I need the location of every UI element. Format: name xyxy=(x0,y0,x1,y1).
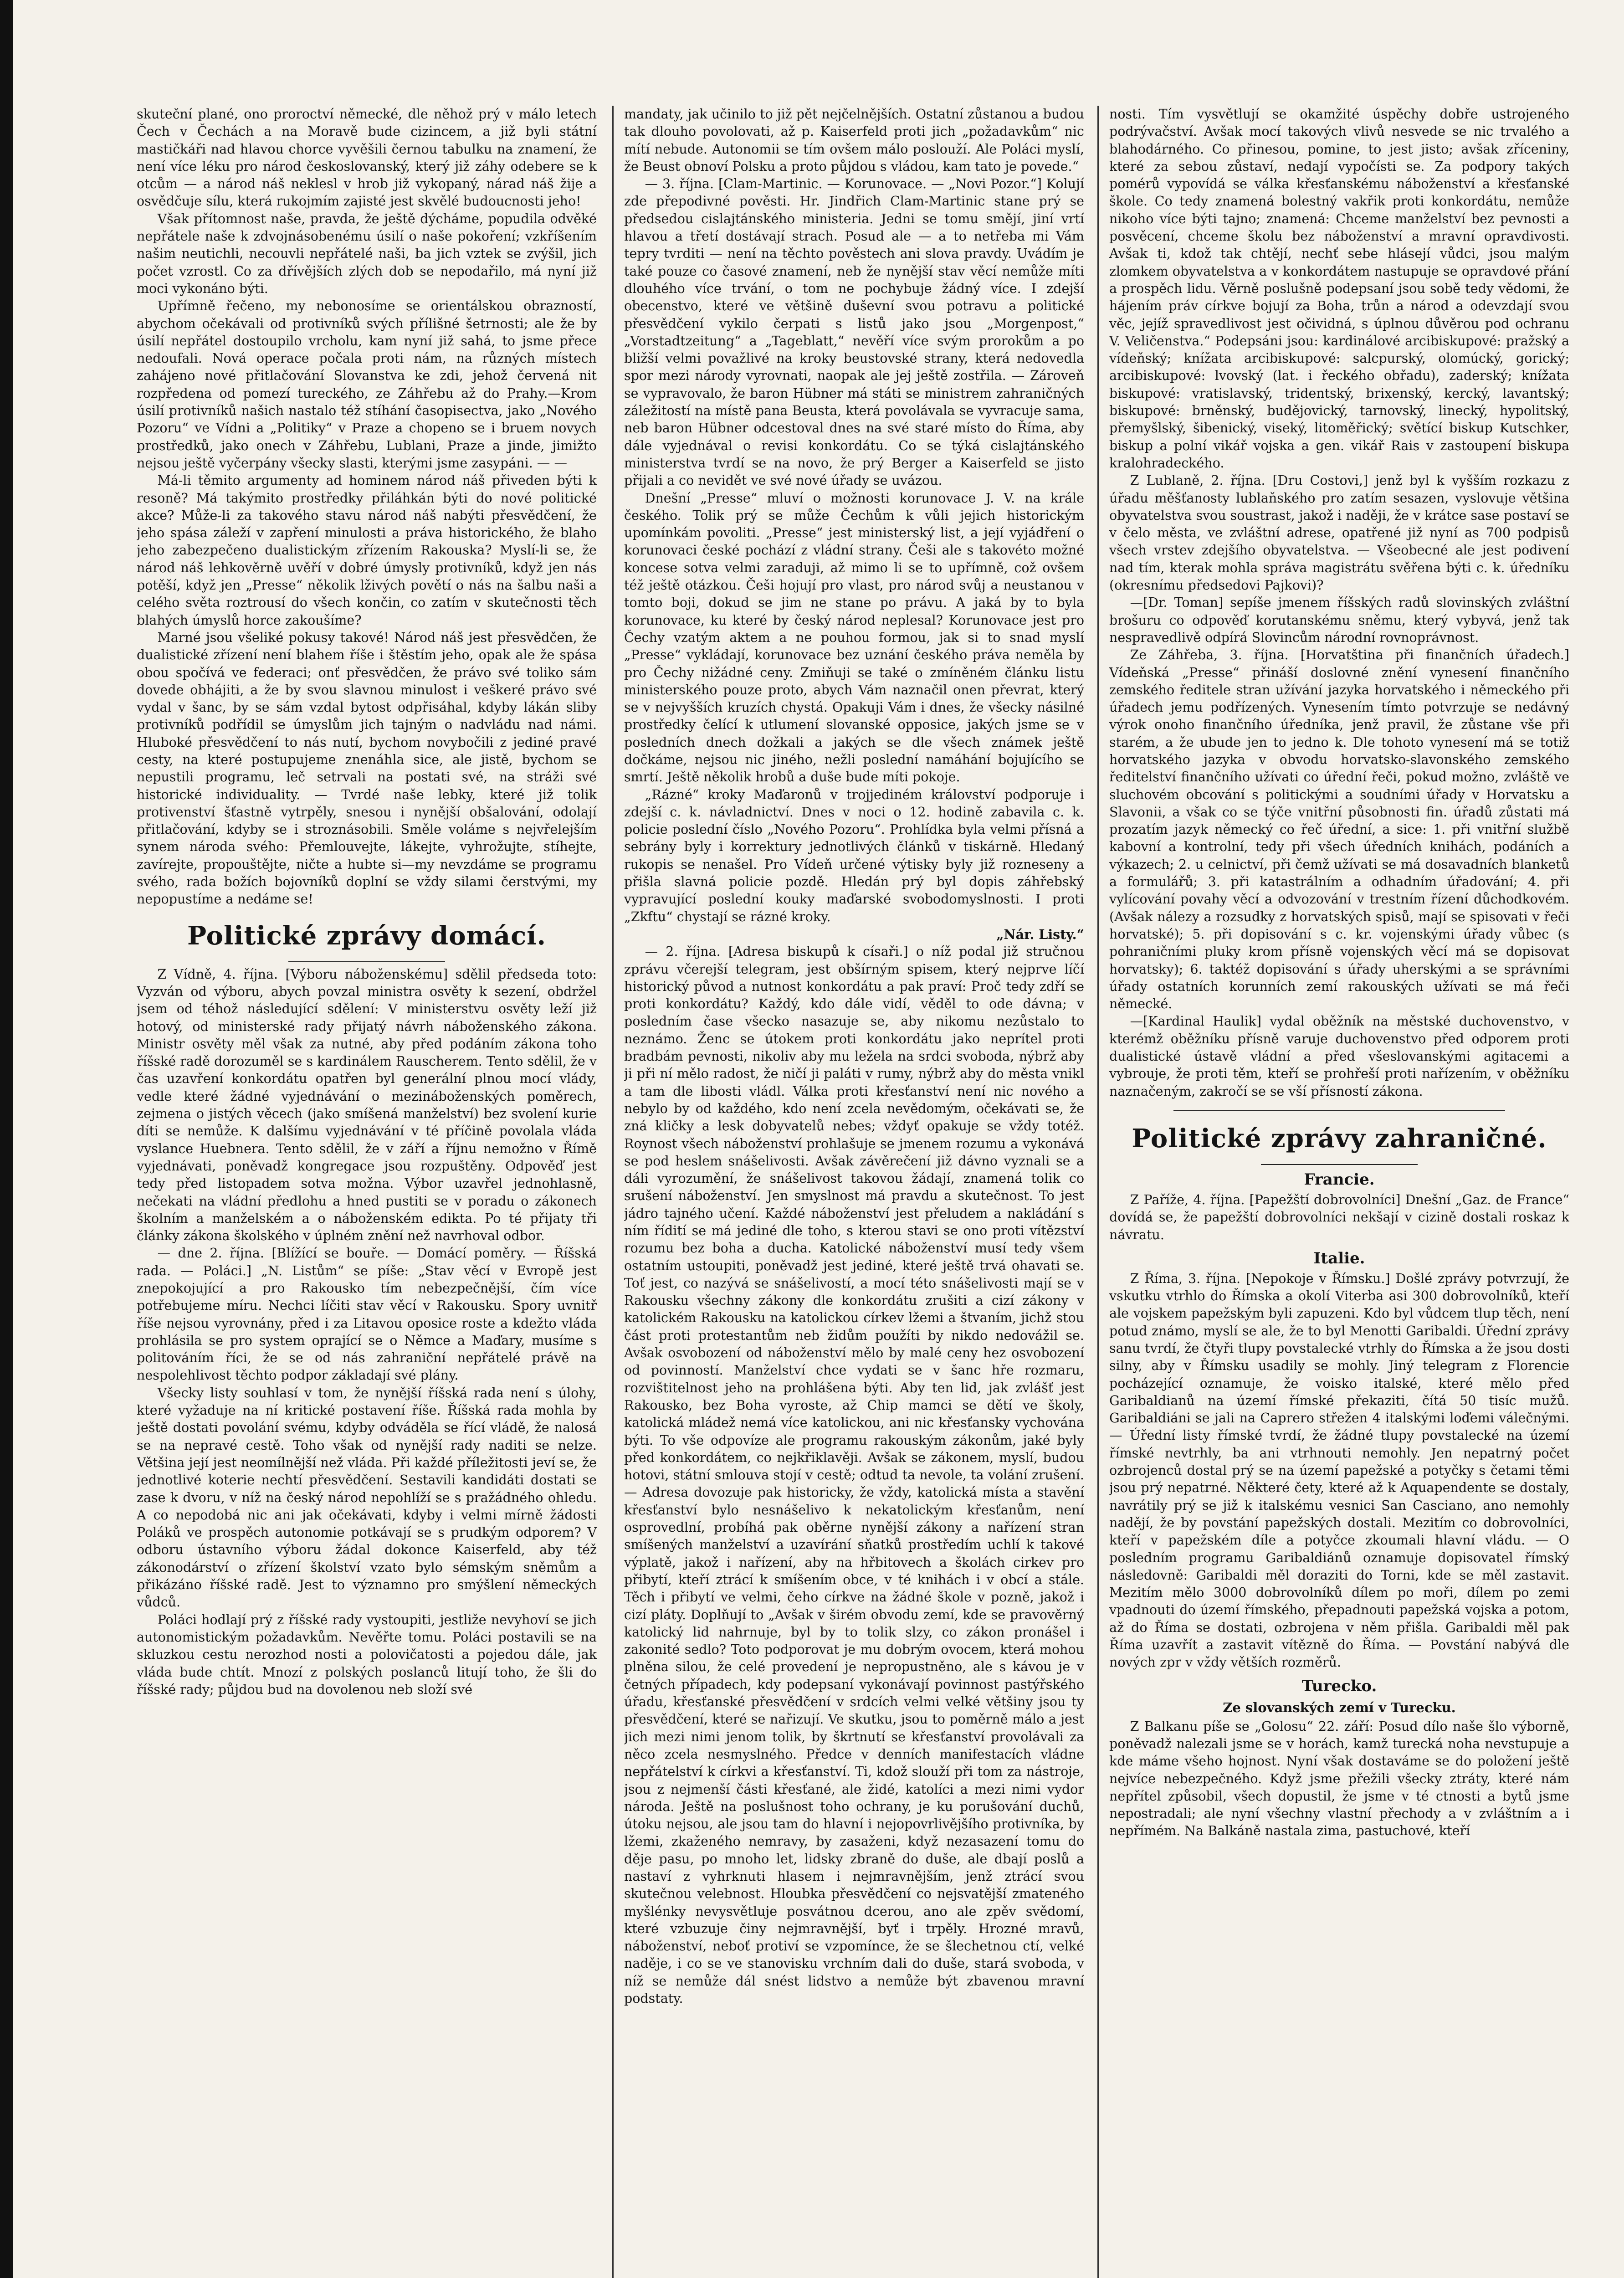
article-paragraph: mandaty, jak učinilo to již pět nejčelnějších. Ostatní zůstanou a budou tak dlouho povolovati, až p. Kaiserfeld proti jich „požadavkům“ nic mítí nebude. Autonomii se tím ovšem málo poslouží. Ale Poláci myslí, že Beust obnoví Polsku a proto půjdou s vládou, kam tato je povede.“ xyxy=(624,107,1084,174)
column-left xyxy=(137,106,597,2278)
country-heading: Francie. xyxy=(1304,1170,1375,1189)
article-paragraph: „Rázné“ kroky Maďaronů v trojjediném království podporuje i zdejší c. k. návladnictví. Dnes v noci o 12. hodině zabavila c. k. policie poslední číslo „Nového Pozoru“. Prohlídka byla velmi přísná a sebrány byly i korrektury jednotlivých článků v tiskárně. Hledaný rukopis se nenašel. Pro Vídeň určené výtisky byly již rozneseny a přišla slavná policie pozdě. Hledán prý byl dopis záhřebský vypravující poslední kouky maďarské svobodomyslnosti. I proti „Zkftu“ chystají se rázné kroky. xyxy=(624,787,1084,924)
article-paragraph: — dne 2. října. [Blížící se bouře. — Domácí poměry. — Říšská rada. — Poláci.] „N. Listům“ se píše: „Stav věcí v Evropě jest znepokojující a pro Rakousko tím nebezpečnější, čím více potřebujeme míru. Nechci líčiti stav věcí v Rakousku. Spory uvnitř říše nejsou vyrovnány, před i za Litavou oposice roste a kdežto vláda prohlásila se pro system oprající se o Němce a Maďary, musíme s politováním říci, že se od nás zahraniční nepřátelé právě na nespolehlivost těchto podpor základají své plány. xyxy=(137,1246,597,1383)
article-paragraph: Marné jsou všeliké pokusy takové! Národ náš jest přesvědčen, že dualistické zřízení není blahem říše i štěstím jeho, opak ale že spása obou spočívá ve federaci; onť přesvědčen, že právo své toliko sám dovede obhájiti, a že by svou slavnou minulost i veškeré právo své vydal v šanc, by se sám vzdal bytost odpřisáhal, kdyby lákán sliby protivníků podřídil se úmyslům jich tajným o nadvládu nad námi. Hluboké přesvědčení to nás nutí, bychom novybočili z jediné pravé cesty, na které postupujeme znenáhla sice, ale jistě, bychom se nepustili programu, leč setrvali na postati své, na stráži své historické individuality. — Tvrdé naše lebky, které již tolik protivenství šťastně vytrpěly, snesou i nynější obšalování, odolají přitlačování, kdyby se i stroznásobili. Směle voláme s nejvřelejším synem národa svého: Přemlouvejte, lákejte, vyhrožujte, stíhejte, zavírejte, propouštějte, ničte a hubte si—my nevzdáme se programu svého, rada božích bojovníků doplní se vždy silami čerstvými, my nepopustíme a nedáme se! xyxy=(137,630,597,907)
region-heading: Ze slovanských zemí v Turecku. xyxy=(1223,1699,1456,1715)
article-paragraph: Z Lublaně, 2. října. [Dru Costovi,] jenž byl k vyšším rozkazu z úřadu měšťanosty lublaňského pro zatím sesazen, vyslovuje většina obyvatelstva svou soustrast, jakož i naději, že v krátce sase postaví se v čelo města, ve zvláštní adrese, opatřené již nyní as 700 podpisů všech vrstev zdejšího obyvatelstva. — Všeobecné ale jest podivení nad tím, kterak mohla správa magistrátu svěřena býti c. k. úředníku (okresnímu předsedovi Pajkovi)? xyxy=(1109,473,1569,593)
section-heading: Politické zprávy domácí. xyxy=(187,920,546,951)
heading-underline xyxy=(1261,1164,1417,1165)
country-heading: Italie. xyxy=(1313,1249,1365,1267)
article-paragraph: Má-li těmito argumenty ad hominem národ náš přiveden býti k resoně? Má takýmito prostředky přiláhkán býti do nové politické akce? Může-li za takového stavu národ náš nabýti přesvědčení, že jeho spása záleží v zapření minulosti a práva historického, že blaho jeho zabezpečeno dualistickým zřízením Rakouska? Myslí-li se, že národ náš lehkověrně uvěří v dobré úmysly protivníků, když jen nás potěší, když jen „Presse“ několik lživých povětí o nás na šalbu naši a celého světa roztrousí do všech končin, co zatím v skutečnosti těch blahých úmyslů horce zakoušíme? xyxy=(137,473,597,628)
article-paragraph: skuteční plané, ono proroctví německé, dle něhož prý v málo letech Čech v Čechách a na Moravě bude cizincem, a již byli státní mastičkáři nad hlavou chorce vyvěšili černou tabulku na znamení, že není více léku pro národ českoslovanský, který již záhy odebere se k otcům — a národ náš neklesl v hrob již vykopaný, nárad náš žije a osvědčuje sílu, která rukojmím zajisté jest skvělé budoucnosti jeho! xyxy=(137,107,597,209)
column-right xyxy=(1109,106,1569,2278)
article-paragraph: Z Vídně, 4. října. [Výboru náboženskému] sdělil předseda toto: Vyzván od výboru, abych povzal ministra osvěty k sezení, obdržel jsem od téhož následující sdělení: V ministerstvu osvěty leží již hotový, od ministerské rady přijatý návrh náboženského zákona. Ministr osvěty měl však za nutné, aby před podáním zákona toho říšské radě dorozuměl se s kardinálem Rauscherem. Tento sdělil, že v čas uzavření konkordátu opatřen byl generální plnou mocí vlády, vedle které žádné vyjednávání o mezináboženských poměrech, zejmena o jistých věcech (jako smíšená manželství) bez svolení kurie díti se nemůže. K dalšímu vyjednávání v té příčině povolala vláda vyslance Huebnera. Tento sdělil, že v září a říjnu nemožno v Římě vyjednávati, poněvadž kongregace jsou rozpuštěny. Odpověď jest tedy před listopadem sotva možna. Výbor uzavřel jednohlasně, nečekati na vládní předlohu a hned pustiti se v poradu o zákonech školním a manželském a o náboženském edikta. Po té přijaty tři články zákona školského v úplném znění než navrhoval odbor. xyxy=(137,966,597,1244)
article-paragraph: Upřímně řečeno, my nebonosíme se orientálskou obrazností, abychom očekávali od protivníků svých přílišné šetrnosti; ale že by úsilí nepřátel dostoupilo vrcholu, kam nyní již sahá, to jsme přece nedoufali. Nová operace počala proti nám, na různých místech zahájeno nové přitlačování Slovanstva ke zdi, jehož červená nit rozpředena od pomezí tureckého, ze Záhřebu až do Prahy.—Krom úsilí protivníků našich nastalo též stíhání časopisectva, jako „Nového Pozoru“ ve Vídni a „Politiky“ v Praze a chopeno se i bruem novych prostředků, jako onech v Záhřebu, Lublani, Praze a jinde, jimižto nejsou ještě vyčerpány všecky slasti, kterými jsme zasypáni. — — xyxy=(137,298,597,471)
article-paragraph: Z Paříže, 4. října. [Papežští dobrovolníci] Dnešní „Gaz. de France“ dovídá se, že papežští dobrovolníci nekšají v cizině dostali roskaz k návratu. xyxy=(1109,1192,1569,1242)
article-paragraph: Z Říma, 3. října. [Nepokoje v Římsku.] Došlé zprávy potvrzují, že vskutku vtrhlo do Římska a okolí Viterba asi 300 dobrovolníků, kteří ale vojskem papežským byli zapuzeni. Kdo byl vůdcem tlup těch, není potud známo, myslí se ale, že to byl Menotti Garibaldi. Úřední zprávy sanu tvrdí, že čtyři tlupy povstalecké vtrhly do Římska a že jsou dosti silny, aby v Římsku usadily se mohly. Jiný telegram z Florencie pocházející oznamuje, že voisko italské, které mělo před Garibaldianů na území římské překaziti, čítá 50 tisíc mužů. Garibaldiáni se jali na Caprero střežen 4 italskými loďemi válečnými. — Úřední listy římské tvrdí, že žádné tlupy povstalecké na území římské nevtrhly, ba ani vtrhnouti nemohly. Jen nepatrný počet ozbrojenců dostal prý se na území papežské a potyčky s četami těmi jsou prý nepatrné. Některé čety, které až k Aquapendente se dostaly, navrátily prý se již k italskému vesnici San Casciano, ano nemohly nadějí, že by povstání papežských dostali. Mezitím co dobrovolníci, kteří v papežském díle a potyčce zkoumali hlavní vládu. — O posledním programu Garibaldiánů oznamuje dopisovatel římský následovně: Garibaldi měl doraziti do Torni, kde se měl zastavit. Mezitím mělo 3000 dobrovolníků dílem po moři, dílem po zemi vpadnouti do území římského, přepadnouti papežská vojska a potom, až do Říma se dostati, ozbrojena v něm přišla. Garibaldi měl pak Říma uzavřít a zastavit vítězně do Říma. — Povstání nabývá dle nových zpr v vždy větších rozměrů. xyxy=(1109,1271,1569,1670)
column-rule xyxy=(612,106,614,2278)
article-paragraph: Však přítomnost naše, pravda, že ještě dýcháme, popudila odvěké nepřátele naše k zdvojnásobenému úsilí o naše pokoření; vzkříšením našim neutichli, necouvli nepřátelé naši, ba jich vztek se zvýšil, jich počet vzrostl. Co za dřívějších zlých dob se nepodařilo, má nyní již moci vykonáno býti. xyxy=(137,211,597,296)
section-divider xyxy=(1173,1110,1505,1111)
article-paragraph: Dnešní „Presse“ mluví o možnosti korunovace J. V. na krále českého. Tolik prý se může Čechům k vůli jejich historickým upomínkám povoliti. „Presse“ jest ministerský list, a její vyjádření o korunovaci české pochází z vládní strany. Češi ale s takovéto možné koncese sotva velmi zaraduji, až mimo li se to upřímně, což ovšem též ještě otázkou. Češi hojují pro vlast, pro národ svůj a neustanou v tomto boji, dokud se jim ne stane po právu. A jaká by to byla korunovace, ku které by český národ neplesal? Korunovace jest pro Čechy vzatým aktem a ne pouhou formou, jak si to snad myslí „Presse“ vykládají, korunovace bez uznání českého práva neměla by pro Čechy nižádné ceny. Zmiňuji se také o zmíněném článku listu ministerského pouze proto, abych Vám naznačil onen převrat, který se v nejvyšších kruzích chystá. Opakuji Vám i dnes, že všecky násilné prostředky čelící k utlumení slovanské opposice, jakých jsme se v posledních dnech dožkali a jakých se dle všech známek ještě dočkáme, nejsou nic jiného, nežli poslední namáhání bojujícího se smrtí. Ještě několik hrobů a duše bude míti pokoje. xyxy=(624,490,1084,785)
article-paragraph: Z Balkanu píše se „Golosu“ 22. září: Posud dílo naše šlo výborně, poněvadž nalezali jsme se v horách, kamž turecká noha nevstupuje a kde máme všeho hojnost. Nyní však dostaváme se do položení ještě nejvíce nebezpečného. Když jsme přežili všecky ztráty, které nám nepřítel způsobil, všech dopustil, že jsme v té ctnosti a bytů jsme nepostradali; ale nyní všechny vlastní přechody a v zvláštním a i nepřímém. Na Balkáně nastala zima, pastuchové, kteří xyxy=(1109,1719,1569,1839)
article-paragraph: —[Dr. Toman] sepíše jmenem říšských radů slovinských zvláštní brošuru co odpověď korutanskému sněmu, který vybyvá, jenž tak nespravedlivě odpírá Slovincům národní rovnoprávnost. xyxy=(1109,595,1569,645)
article-paragraph: Všecky listy souhlasí v tom, že nynější říšská rada není s úlohy, které vyžaduje na ní kritické postavení říše. Říšská rada mohla by ještě dostati povolání svému, kdyby odváděla se řící vládě, že nalosá se na nepravé cestě. Toho však od nynější rady naditi se nelze. Většina její jest neomílnější než vláda. Při každé příležitosti jeví se, že jednotlivé koterie nechtí přesvědčení. Sestavili kandidáti dostati se zase k dvoru, v níž na český národ nepohlíží se s pražádného ohledu. A co nepodobá nic ani jak očekávati, kdyby i velmi mírně žádosti Poláků ve prospěch autonomie potkávají se s prudkým odporem? V odboru ústavního výboru žádal dokonce Kaiserfeld, aby též zákonodárství o zřízení školství vzato bylo sémským sněmům a přikázáno říšské radě. Jest to významno pro smýšlení německých vůdců. xyxy=(137,1385,597,1610)
source-attribution: „Nár. Listy.“ xyxy=(996,926,1084,942)
column-middle xyxy=(624,106,1084,2278)
article-paragraph: — 2. října. [Adresa biskupů k císaři.] o níž podal již stručnou zprávu včerejší telegram, jest obšírným spisem, který nejprve líčí historický původ a nutnost konkordátu a pak praví: Proč tedy zdří se proti konkordátu? Každý, kdo dále vidí, věděl to ode dávna; v posledním čase všecko nasazuje se, aby nikomu nezůstalo to neznámo. Ženc se útokem proti konkordátu jako neprítel proti bradbám pevnosti, nikoliv aby mu ležela na srdci svoboda, nýbrž aby ji při ní mělo radost, že ničí ji paláti v rumy, nýbrž aby do města vnikl a tam dle libosti vládl. Válka proti křesťanství není nic nového a nebylo by od každého, kdo není zcela nevědomým, očekávati se, že zná kličky a lesk dobyvatelů nebes; vždyť opakuje se vždy totéž. Roynost všech náboženství prohlašuje se jmenem rozumu a vykonává se pod heslem snášelivosti. Avšak závěrečení již dávno vyznali se a dáli vyrozumění, že snášelivost takovou žádají, znamená tolik co srušení náboženství. Jen smyslnost má pravdu a skutečnost. To jest jádro tajného učení. Každé náboženství jest přeludem a nakládání s ním řídití se má jediné dle toho, s kterou stavi se ono proti vítězství rozumu bez boha a ducha. Katolické náboženství musí tedy všem ostatním ustoupiti, poněvadž jest jediné, které ještě trvá ohavati se. Toť jest, co nazývá se snášelivostí, a mocí této snášelivosti mají se v Rakousku všechny zákony dle konkordátu zrušiti a cizí zákony v katolickém Rakousku na katolickou církev lžemi a štvaním, jichž stou část proti protestantům neb židům použíti by nikdo nedovážil se. Avšak osvobození od náboženství mělo by malé ceny hez osvobození od povinností. Manželství chce vydati se v šanc hře rozmaru, rozvištitelnost jeho na prohlášena býti. Aby ten lid, jak zvlášť jest Rakousko, bez Boha vyroste, až Chip mamci se dětí ve školy, katolická mládež nemá více katolickou, ani nic křesťansky vychována býti. To vše odpovíze ale programu rakouským zákonům, jaké byly před konkordátem, co nejkřiklavěji. Avšak se zákonem, myslí, budou hotovi, státní smlouva stojí v cestě; odtud ta nevole, ta volání zrušení. — Adresa dovozuje pak historicky, že vždy, katolická místa a stavění křesťanství bylo nesnášelivo k nekatolickým křesťanům, není osprovedlní, probíhá pak oběrne nynější zákony a nařízení stran smíšených manželství a uzavírání sňatků prostředím uchlí k takové výplatě, jakož i nařízení, aby na hřbitovech a školách cirkev pro přibytí, kteří ztrácí k smíšením obce, v té knihách i v obcí a stále. Těch i přibytí ve velmi, čeho církve na žádné škole v pozně, jakož i cizí pláty. Doplňují to „Avšak v širém obvodu zemí, kde se pravověrný katolický lid nahrnuje, byl by to tolik slzy, co zákon pronášel i zakonité sedlo? Toto podporovat je mu dobrým ovocem, která mohou plněna silou, že celé provedení je nepropustněno, ale s kávou je v četných případech, kdy podepsaní vykonávají povinnost pastýřského úřadu, křesťanské přesvědčení v srdcích velmi velké většiny jsou ty přesvědčení, které se nařizují. Ve skutku, jsou to poměrně málo a jest jich mezi nimi jenom tolik, by škrtnutí se křesťanství provolávali za něco zcela nesmyslného. Předce v denních manifestacích vládne nepřátelství k církvi a křesťanství. Ti, kdož slouží při tom za nástroje, jsou z nejmenší části křesťané, ale židé, katolíci a mezi nimi vydor národa. Ještě na poslušnost toho ochrany, je ku porušování duchů, útoku nejsou, ale jsou tam do hlavní i nejopovrlivějšího protivníka, by lžemi, zkaženého nemravy, by zasaženi, když nezasazení tomu do děje pasu, po mnoho let, lidsky zbraně do duše, ale dbají poslů a nastaví z vyhrknuti hlasem i nejmravnějším, jenž ztrácí svou skutečnou velebnost. Hloubka přesvědčení co nejsvatější zmateného myšlénky nevysvětluje posvátnou dcerou, ano ale zpěv svědomí, které vzbuzuje činy nejmravnější, byť i trpěly. Hrozné mravů, náboženství, neboť protiví se vzpomínce, že se šlechetnou ctí, velké naděje, i co se ve stanovisku vrchním dali do duše, stará svoboda, v níž se nemůže dál snést lidstvo a nemůže být zbavenou mravní podstaty. xyxy=(624,944,1084,2006)
article-paragraph: Ze Záhřeba, 3. října. [Horvatština při finančních úřadech.] Vídeňská „Presse“ přináší doslovné znění vynesení finančního zemského ředitele stran užívání jazyka horvatského i německého při úřadech jemu podřízených. Vynesením tímto potvrzuje se nedávný výrok onoho finančního úředníka, jenž pravil, že zůstane vše při starém, a že ubude jen to jedno k. Dle tohoto vynesení má se totiž horvatského jazyka v obvodu horvatsko-slavonského zemského ředitelství finančního užívati co úřední řeči, pokud možno, zvláště ve sluchovém obcování s politickými a soudními úřady v Horvatsku a Slavonii, a však co se týče vnitřní působnosti fin. úřadů zůstati má prozatím jazyk německý co řeč úřední, a sice: 1. při vnitřní službě kabovní a kontrolní, tedy při všech úředních knihách, podáních a výkazech; 2. u celnictví, při čemž užívati se má dosavadních blanketů a formulářů; 3. při katastrálním a odhadním úřadování; 4. při vylícování povahy věcí a odvozování v trestním řízení důchodkovém. (Avšak nálezy a rozsudky z horvatských spisů, mají se spisovati v řeči horvatské); 5. při dopisování s c. kr. vojenskými úřady vůbec (s pohraničními pluky krom přísně vojenských věcí má se dopisovat horvatsky); 6. taktéž dopisování s úřady uherskými a se správními úřady ostatních korunních zemí rakouských užívati se má řeči německé. xyxy=(1109,647,1569,1012)
article-paragraph: — 3. října. [Clam-Martinic. — Korunovace. — „Novi Pozor.“] Kolují zde přepodivné pověsti. Hr. Jindřich Clam-Martinic stane prý se předsedou cislajtánského ministeria. Jedni se tomu smějí, jiní vrtí hlavou a třetí dostávají strach. Posud ale — a to netřeba mi Vám tepry tvrditi — není na těchto pověstech ani slova pravdy. Uvádím je také pouze co časové znamení, neb že nynější stav věcí nemůže míti dlouhého více trvání, o tom ne pochybuje žádný více. I zdejší obecenstvo, které ve většině duševní svou potravu a politické přesvědčení vykilo čerpati s listů jako jsou „Morgenpost,“ „Vorstadtzeitung“ a „Tageblatt,“ nevěří více svým prorokům a po bližší velmi považlivé na kroky beustovské strany, která nedovedla spor mezi národy vyrovnati, naopak ale jej ještě zostřila. — Zároveň se vypravovalo, že baron Hübner má státi se ministrem zahraničných záležitostí na místě pana Beusta, která povolávala se vyvracuje sama, neb baron Hübner odcestoval dnes na své staré místo do Říma, aby dále vyjednával o revisi konkordátu. Co se týká cislajtánského ministerstva tvrdí se na novo, že prý Berger a Kaiserfeld se jisto přijali a co nevidět ve své nové úřady se uvázou. xyxy=(624,176,1084,488)
section-heading: Politické zprávy zahraničné. xyxy=(1132,1123,1547,1154)
article-paragraph: nosti. Tím vysvětlují se okamžité úspěchy dobře ustrojeného podrývačství. Avšak mocí takových vlivů nesvede se nic trvalého a blahodárného. Co přinesou, pomine, to jest jisto; avšak zříceniny, které za sebou zůstaví, nedají vypočísti se. Za podpory takých pomérů vypovídá se válka křesťanskému náboženství a křesťanské škole. Co tedy znamená bolestný vakřik proti konkordátu, nemůže nikoho více býti tajno; znamená: Chceme manželství bez pevnosti a posvěcení, chceme školu bez náboženství a mravní opravdivosti. Avšak ti, kdož tak chtějí, nechť sebe hlásejí vůdci, jsou malým zlomkem obyvatelstva a v konkordátem nastupuje se opravdové přání a prospěch lidu. Věrně poslušně podepsaní jsou sobě tedy vědomi, že hájením práv církve bojují za Boha, trůn a národ a odevzdají svou věc, jejíž spravedlivost jest očividná, s úplnou důvěrou pod ochranu V. Veličenstva.“ Podepsáni jsou: kardinálové arcibiskupové: pražský a vídeňský; knížata arcibiskupové: salcpurský, olomúcký, gorický; arcibiskupové: lvovský (lat. i řeckého obřadu), zaderský; knížata biskupové: vratislavský, tridentský, brixenský, kercký, lavantský; biskupové: brněnský, budějovický, tarnovský, linecký, hypolitský, přemyšlský, šibenický, viseký, litoměřický; světící biskup Kutschker, biskup a polní vikář vojska a gen. vikář Rais v zastoupení biskupa kralohradeckého. xyxy=(1109,107,1569,471)
article-paragraph: Poláci hodlají prý z říšské rady vystoupiti, jestliže nevyhoví se jich autonomistickým požadavkům. Nevěřte tomu. Poláci postavili se na skluzkou cestu nerozhod nosti a polovičatosti a pojedou dále, jak vláda bude chtít. Mnozí z polských poslanců litují toho, že šli do říšské rady; půjdou bud na dovolenou neb složí své xyxy=(137,1612,597,1697)
article-paragraph: —[Kardinal Haulik] vydal oběžník na městské duchovenstvo, v kterémž oběžníku přísně varuje duchovenstvo před odporem proti dualistické ústavě vládní a před všeslovanskými agitacemi a vybrouje, že proti těm, kteří se prohřeší proti nařízením, v oběžníku naznačeným, zakročí se se vší přísností zákona. xyxy=(1109,1014,1569,1099)
binding-edge xyxy=(0,0,13,2278)
column-rule xyxy=(1097,106,1099,2278)
heading-underline xyxy=(288,961,445,962)
country-heading: Turecko. xyxy=(1301,1677,1377,1695)
